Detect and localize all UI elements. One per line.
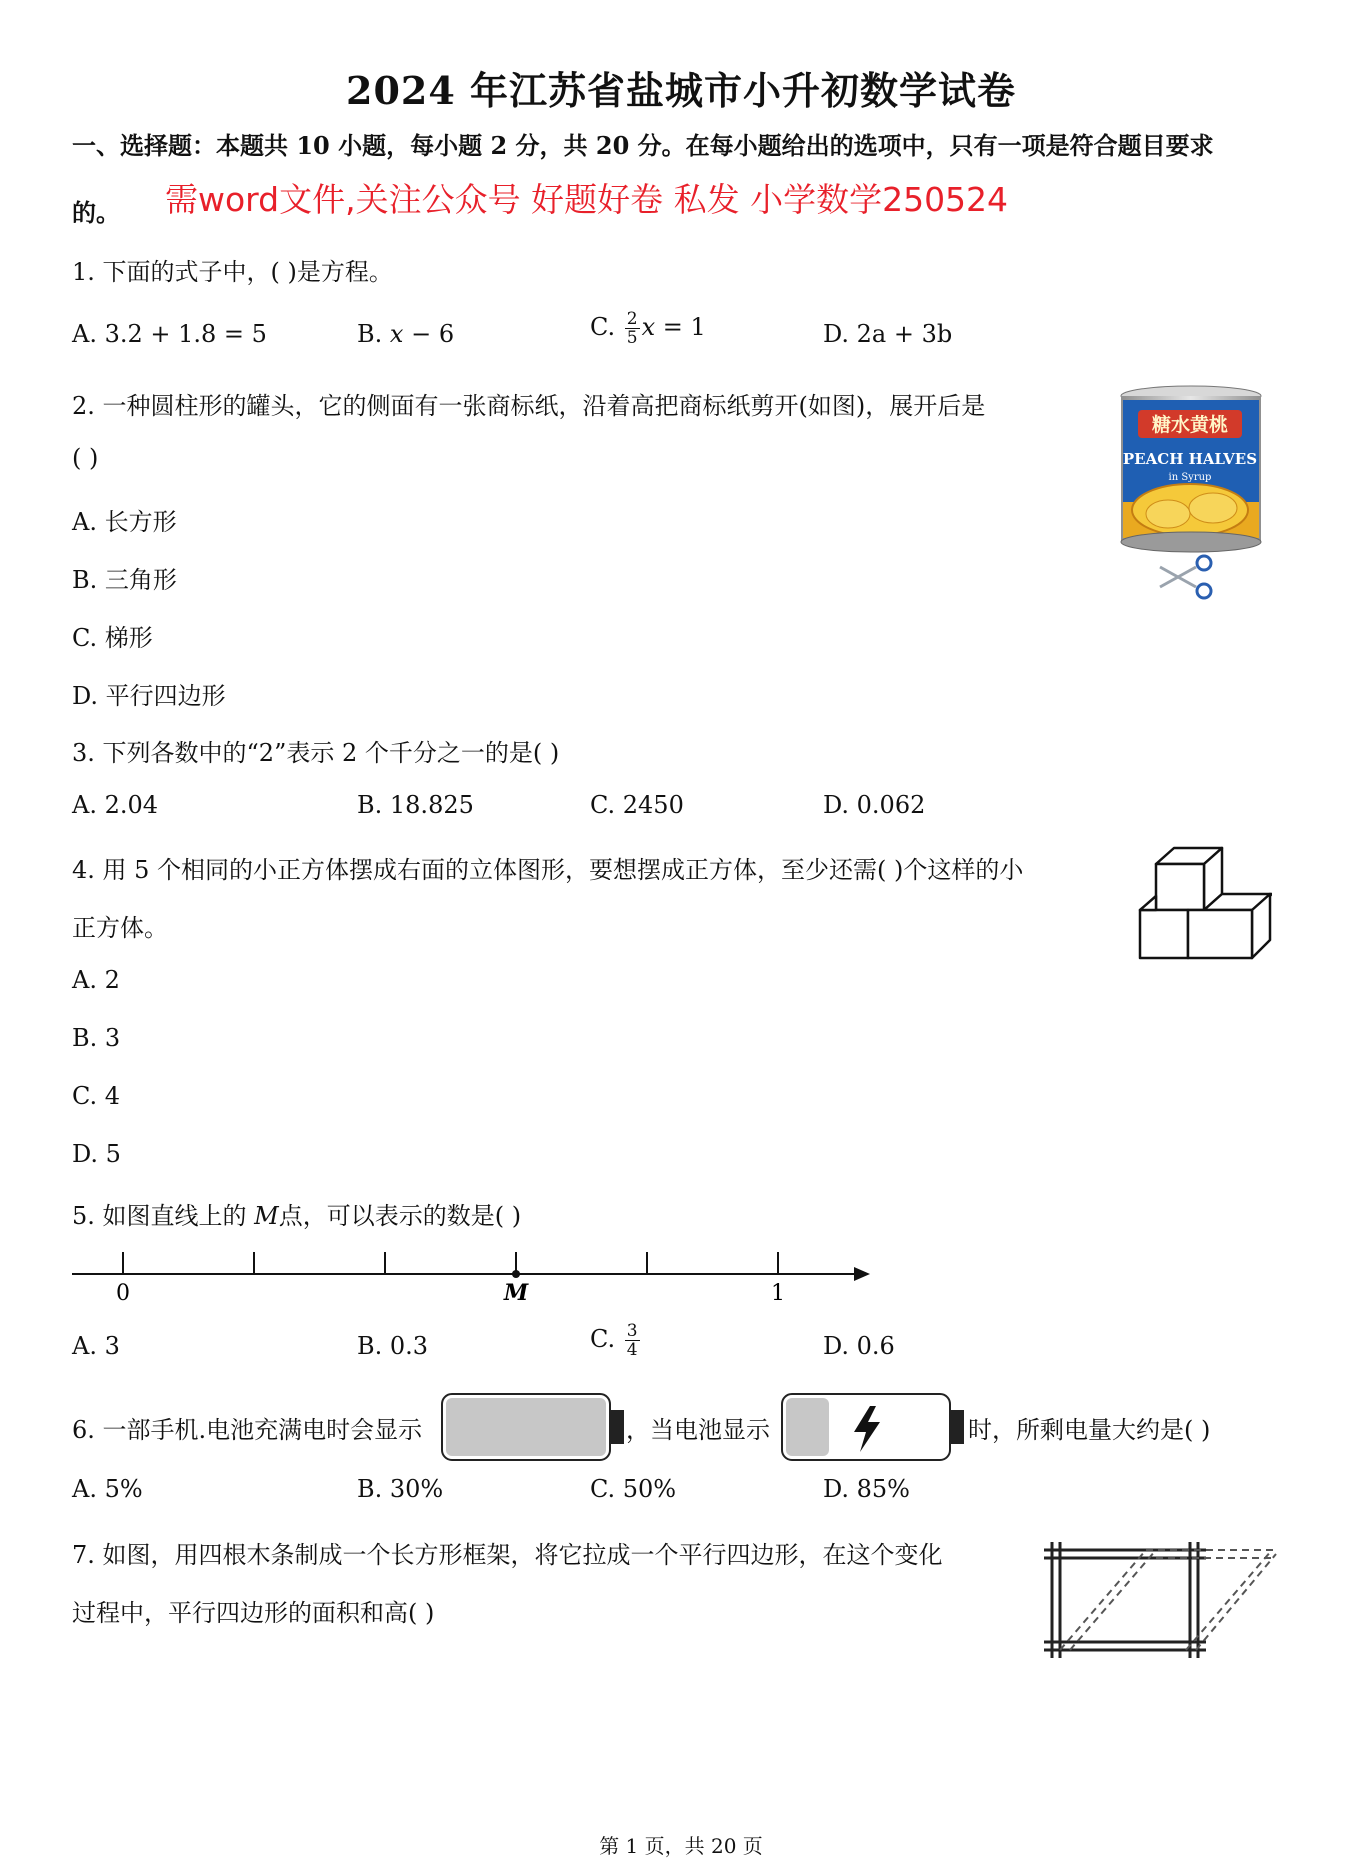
point-m-dot — [512, 1270, 520, 1278]
q2-option-c: C. 梯形 — [72, 624, 153, 652]
q3-option-a: A. 2.04 — [72, 791, 159, 819]
full-battery-icon — [440, 1392, 626, 1464]
q5-option-c: C. $\frac{3}{4}$ — [590, 1321, 638, 1360]
q2-option-d: D. 平行四边形 — [72, 682, 226, 710]
fraction: $\frac{2}{5}$ — [626, 309, 638, 348]
q1-option-c: C. $\frac{2}{5}$ x = 1 — [590, 309, 706, 348]
q1-option-b: B. x − 6 — [357, 320, 455, 348]
fraction: $\frac{3}{4}$ — [626, 1321, 638, 1360]
page-footer: 第 1 页，共 20 页 — [599, 1834, 763, 1858]
q4-stem-continued: 正方体。 — [72, 914, 168, 942]
number-line-figure — [70, 1240, 880, 1306]
q2-option-b: B. 三角形 — [72, 566, 177, 594]
page-title: 2024 年江苏省盐城市小升初数学试卷 — [346, 68, 1016, 113]
q6-stem-part3: 时，所剩电量大约是( ) — [968, 1416, 1211, 1444]
q4-option-c: C. 4 — [72, 1082, 121, 1110]
tick-label-m: M — [503, 1280, 529, 1306]
rectangle-frame-figure — [1036, 1532, 1280, 1668]
q1-stem: 1. 下面的式子中，( )是方程。 — [72, 258, 393, 286]
q6-stem-part2: ，当电池显示 — [626, 1416, 770, 1444]
q3-option-c: C. 2450 — [590, 791, 684, 819]
q5-stem: 5. 如图直线上的 M点，可以表示的数是( ) — [72, 1202, 522, 1230]
q7-stem: 7. 如图，用四根木条制成一个长方形框架，将它拉成一个平行四边形，在这个变化 — [72, 1541, 943, 1569]
arrow-right-icon — [854, 1267, 870, 1281]
q4-option-d: D. 5 — [72, 1140, 121, 1168]
q7-stem-continued: 过程中，平行四边形的面积和高( ) — [72, 1599, 435, 1627]
low-battery-icon — [780, 1392, 966, 1464]
q6-option-a: A. 5% — [72, 1475, 143, 1503]
q6-option-c: C. 50% — [590, 1475, 677, 1503]
q3-option-b: B. 18.825 — [357, 791, 474, 819]
section-heading: 一、选择题：本题共 10 小题，每小题 2 分，共 20 分。在每小题给出的选项中，只有一项是符合题目要求 — [72, 131, 1214, 160]
q6-option-d: D. 85% — [823, 1475, 910, 1503]
can-label-english: PEACH HALVES — [1122, 450, 1258, 468]
q4-option-b: B. 3 — [72, 1024, 121, 1052]
section-heading-tail: 的。 — [72, 198, 120, 227]
tick-label-0: 0 — [116, 1281, 130, 1306]
q5-option-b: B. 0.3 — [357, 1332, 429, 1360]
q1-option-d: D. 2a + 3b — [823, 320, 953, 348]
q4-stem: 4. 用 5 个相同的小正方体摆成右面的立体图形，要想摆成正方体，至少还需( )个这样的小 — [72, 856, 1024, 884]
can-label-subtitle: in Syrup — [1168, 472, 1212, 483]
q1-option-a: A. 3.2 + 1.8 = 5 — [72, 320, 267, 348]
low-battery-fill — [786, 1398, 829, 1456]
q5-option-d: D. 0.6 — [823, 1332, 895, 1360]
q2-stem: 2. 一种圆柱形的罐头，它的侧面有一张商标纸，沿着高把商标纸剪开(如图)，展开后是 — [72, 392, 986, 420]
cube-stack-figure — [1136, 844, 1272, 980]
full-battery-fill — [446, 1398, 606, 1456]
q3-option-d: D. 0.062 — [823, 791, 926, 819]
q2-option-a: A. 长方形 — [72, 508, 177, 536]
q6-option-b: B. 30% — [357, 1475, 444, 1503]
promo-watermark-text: 需word文件,关注公众号 好题好卷 私发 小学数学250524 — [165, 180, 1009, 219]
q3-stem: 3. 下列各数中的“2”表示 2 个千分之一的是( ) — [72, 739, 560, 767]
q5-option-a: A. 3 — [72, 1332, 120, 1360]
peach-can-figure — [1118, 382, 1278, 614]
q6-stem-part1: 6. 一部手机.电池充满电时会显示 — [72, 1416, 423, 1444]
tick-label-1: 1 — [771, 1281, 785, 1306]
can-label-chinese: 糖水黄桃 — [1151, 414, 1229, 436]
q2-blank: ( ) — [72, 444, 99, 472]
scissors-icon — [1160, 556, 1211, 598]
q4-option-a: A. 2 — [72, 966, 120, 994]
